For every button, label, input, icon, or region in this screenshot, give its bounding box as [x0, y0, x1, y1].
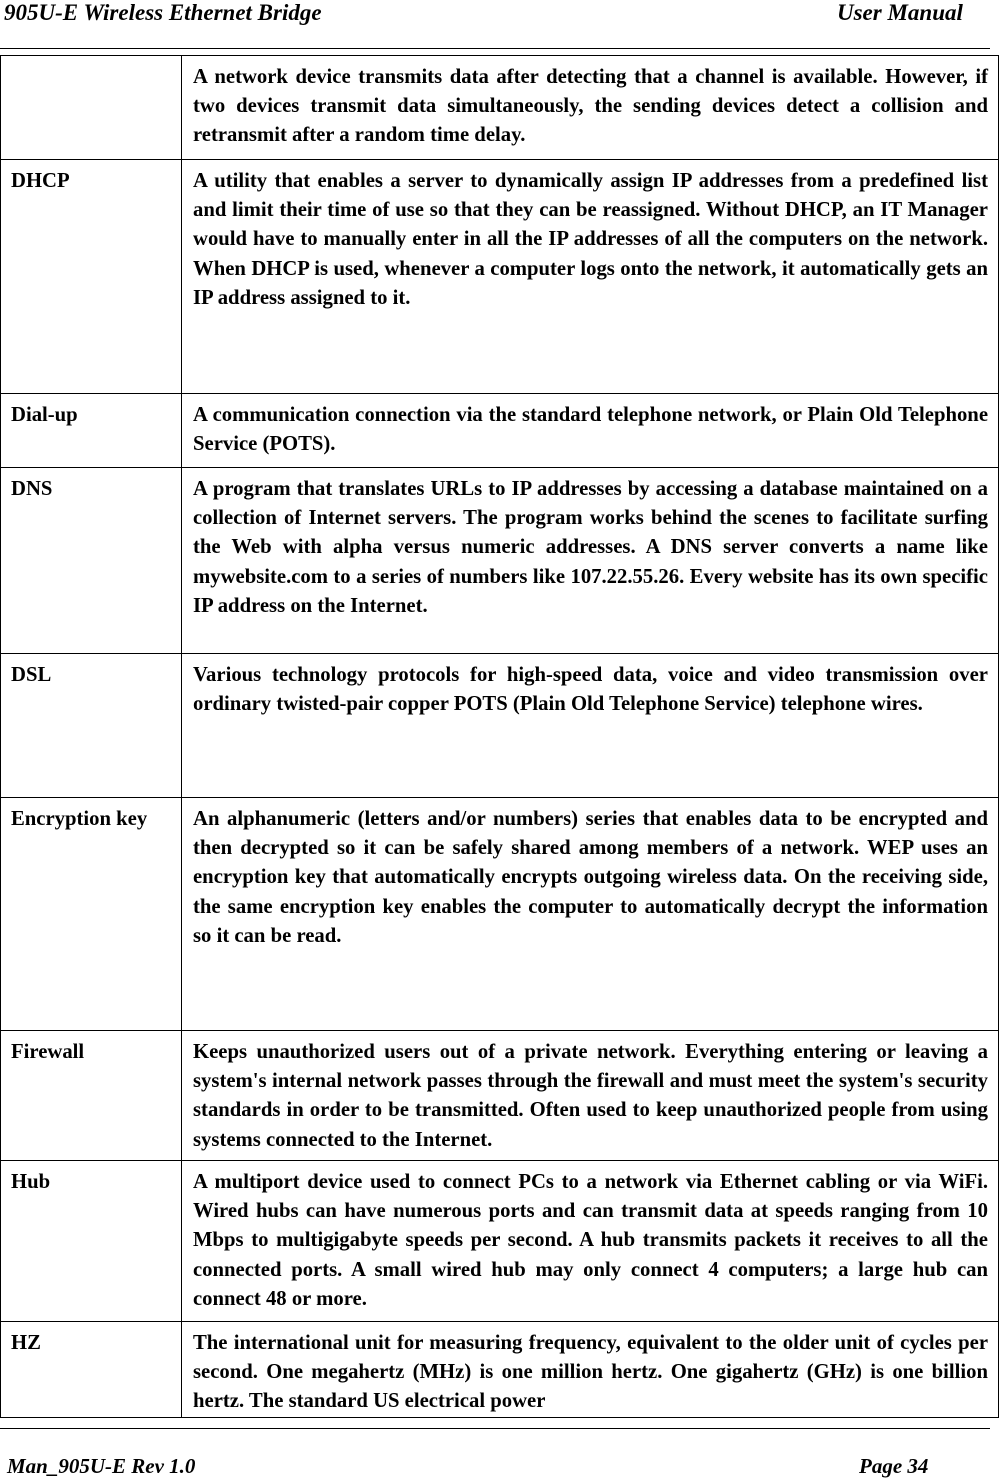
glossary-term: Hub [1, 1161, 182, 1322]
glossary-row [1, 468, 999, 654]
glossary-term: Dial-up [1, 394, 182, 468]
document-type: User Manual [837, 0, 963, 25]
glossary-row [1, 1031, 999, 1161]
glossary-row [1, 1161, 999, 1322]
glossary-row [1, 1322, 999, 1418]
glossary-row [1, 654, 999, 798]
glossary-term: HZ [1, 1322, 182, 1418]
glossary-row [1, 394, 999, 468]
glossary-definition: Keeps unauthorized users out of a private network. Everything entering or leaving a system's internal network passes through the firewall and must meet the system's security standards in order to be transmitted. Often used to keep unauthorized people from using systems connected to the Internet. [182, 1031, 999, 1161]
glossary-term: Firewall [1, 1031, 182, 1161]
glossary-term [1, 56, 182, 160]
glossary-definition: A multiport device used to connect PCs to a network via Ethernet cabling or via WiFi. Wired hubs can have numerous ports and can transmit data at speeds ranging from 10 Mbps to multigigabyte speeds per second. A hub transmits packets it receives to all the connected ports. A small wired hub may only connect 4 computers; a large hub can connect 48 or more. [182, 1161, 999, 1322]
glossary-definition: A program that translates URLs to IP addresses by accessing a database maintained on a collection of Internet servers. The program works behind the scenes to facilitate surfing the Web with alpha versus numeric addresses. A DNS server converts a name like mywebsite.com to a series of numbers like 107.22.55.26. Every website has its own specific IP address on the Internet. [182, 468, 999, 654]
glossary-term: Encryption key [1, 798, 182, 1031]
glossary-term: DSL [1, 654, 182, 798]
footer-rule [0, 1428, 990, 1429]
glossary-term: DNS [1, 468, 182, 654]
glossary-definition: A utility that enables a server to dynamically assign IP addresses from a predefined list and limit their time of use so that they can be reassigned. Without DHCP, an IT Manager would have to manually enter in all the IP addresses of all the computers on the network. When DHCP is used, whenever a computer logs onto the network, it automatically gets an IP address assigned to it. [182, 160, 999, 394]
document-revision: Man_905U-E Rev 1.0 [7, 1454, 196, 1478]
glossary-definition: An alphanumeric (letters and/or numbers) series that enables data to be encrypted and then decrypted so it can be safely shared among members of a network. WEP uses an encryption key that automatically encrypts outgoing wireless data. On the receiving side, the same encryption key enables the computer to automatically decrypt the information so it can be read. [182, 798, 999, 1031]
glossary-row [1, 56, 999, 160]
page-number: Page 34 [859, 1454, 929, 1478]
glossary-definition: A communication connection via the standard telephone network, or Plain Old Telephone Service (POTS). [182, 394, 999, 468]
glossary-row [1, 798, 999, 1031]
header-rule [0, 48, 990, 49]
glossary-term: DHCP [1, 160, 182, 394]
glossary-table [0, 55, 999, 1418]
glossary-definition: The international unit for measuring frequency, equivalent to the older unit of cycles per second. One megahertz (MHz) is one million hertz. One gigahertz (GHz) is one billion hertz. The standard US electrical power [182, 1322, 999, 1418]
glossary-definition: A network device transmits data after detecting that a channel is available. However, if two devices transmit data simultaneously, the sending devices detect a collision and retransmit after a random time delay. [182, 56, 999, 160]
glossary-definition: Various technology protocols for high-speed data, voice and video transmission over ordinary twisted-pair copper POTS (Plain Old Telephone Service) telephone wires. [182, 654, 999, 798]
document-title: 905U-E Wireless Ethernet Bridge [4, 0, 322, 25]
glossary-row [1, 160, 999, 394]
